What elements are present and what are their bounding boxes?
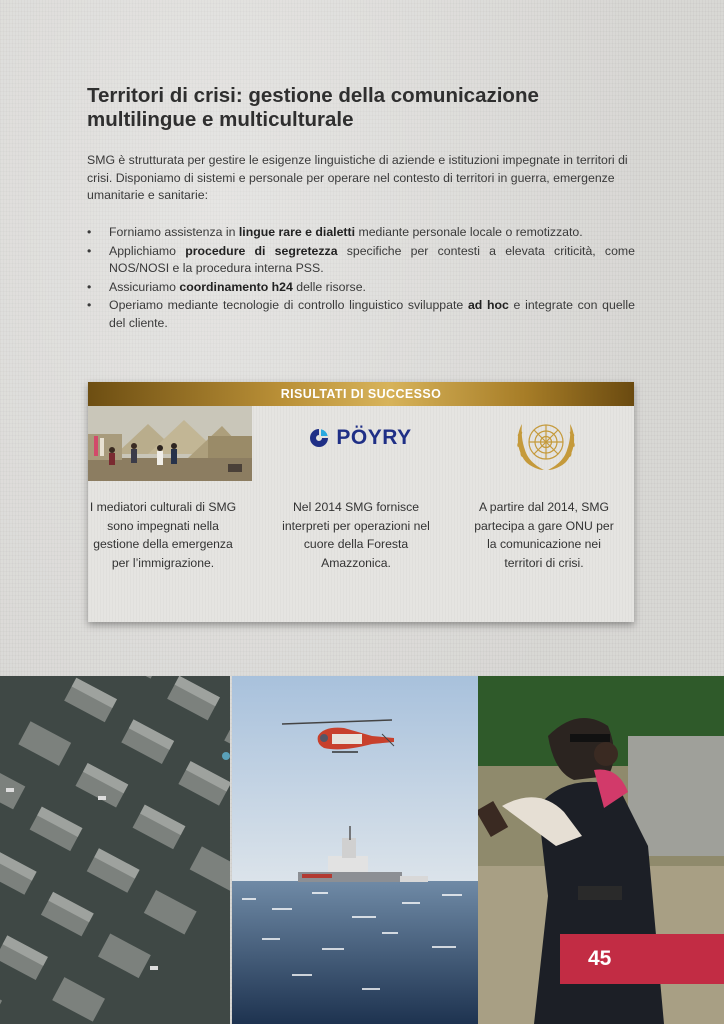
bullet-text: Applichiamo: [109, 243, 186, 258]
bullet-text: Operiamo mediante tecnologie di controllo linguistico sviluppate: [109, 298, 468, 312]
refugee-camp-photo: [88, 406, 252, 481]
bullet-text: Assicuriamo: [109, 279, 180, 294]
list-item: [87, 297, 635, 332]
bullet-highlight: coordinamento h24: [179, 279, 293, 294]
poyry-logo-icon: [308, 427, 330, 449]
caption-amazon: Nel 2014 SMG fornisce interpreti per operazioni nel cuore della Foresta Amazzonica.: [282, 500, 430, 570]
list-item: [87, 243, 635, 278]
services-list: [87, 224, 635, 333]
results-banner: RISULTATI DI SUCCESSO: [88, 382, 634, 406]
caption-immigration: I mediatori culturali di SMG sono impegnati nella gestione della emergenza per l’immigrazione.: [89, 500, 237, 570]
un-emblem: [508, 412, 584, 476]
bullet-text: delle risorse.: [292, 279, 366, 294]
list-item: [87, 224, 635, 242]
un-emblem-icon: [508, 412, 584, 476]
poyry-logo-text: PÖYRY: [336, 426, 412, 449]
helicopter-ship-illustration: [232, 676, 478, 1024]
refugee-camp-illustration: [88, 406, 252, 481]
bullet-highlight: lingue rare e dialetti: [238, 225, 356, 239]
results-panel: [88, 382, 634, 622]
page-title: Territori di crisi: gestione della comunicazione multilingue e multiculturale: [87, 84, 539, 131]
helicopter-ship-photo: [232, 676, 478, 1024]
list-item: [87, 279, 635, 297]
bullet-text: mediante personale locale o remotizzato.: [355, 225, 583, 239]
intro-paragraph: SMG è strutturata per gestire le esigenze linguistiche di aziende e istituzioni impegnate in territori di crisi. Disponiamo di sistemi e personale per operare nel contesto di territori in guerra, emergenze umanitarie e sanitarie:: [87, 153, 628, 202]
bullet-text: Forniamo assistenza in: [109, 225, 239, 239]
bullet-text: specifiche per contesti a elevata criticità, come NOS/NOSI e la procedura interna PSS.: [109, 243, 635, 275]
bullet-highlight: procedure di segretezza: [185, 243, 338, 258]
page-number: 45: [560, 934, 724, 984]
bullet-text: e integrate con quelle del cliente.: [109, 298, 635, 330]
caption-un: A partire dal 2014, SMG partecipa a gare ONU per la comunicazione nei territori di crisi.: [474, 500, 614, 570]
bullet-highlight: ad hoc: [467, 298, 509, 312]
flood-aerial-photo: [0, 676, 230, 1024]
poyry-logo: [290, 418, 430, 458]
flooded-houses-illustration: [0, 676, 230, 1024]
